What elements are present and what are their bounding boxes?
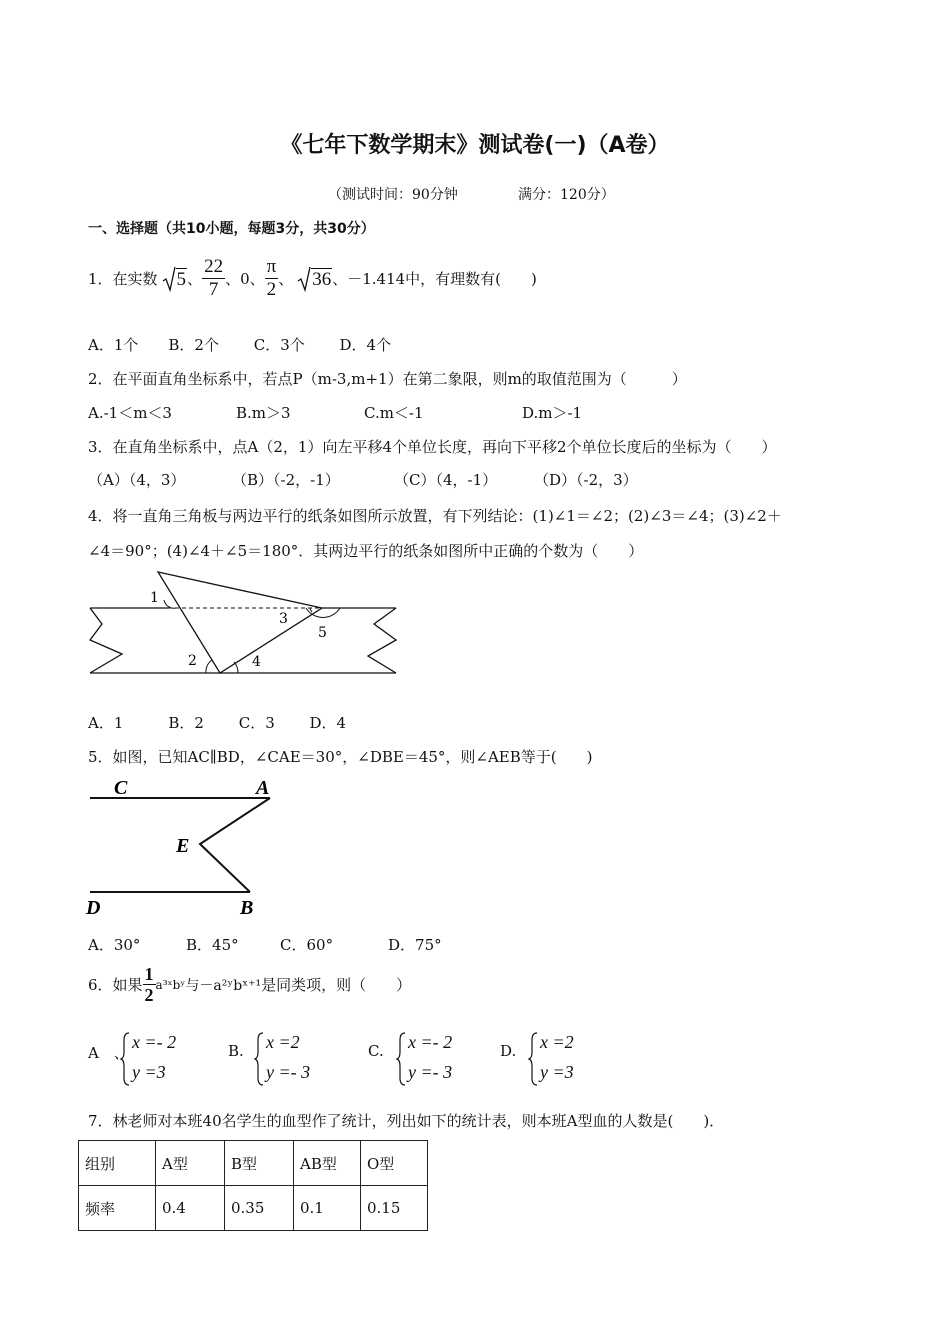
q6-term1: a³ˣbʸ — [155, 977, 186, 992]
angle-label-4: 4 — [252, 654, 261, 670]
strip-right-tear — [368, 608, 396, 673]
angle-label-1: 1 — [150, 590, 159, 606]
table-row — [79, 1186, 428, 1231]
question-4-line1: 4．将一直角三角板与两边平行的纸条如图所示放置，有下列结论：(1)∠1＝∠2；(2)∠3＝∠4；(3)∠2＋ — [88, 507, 782, 525]
q6-option-c-system: x =- 2 y =- 3 — [396, 1032, 476, 1086]
q2-option-c: C.m＜-1 — [364, 404, 424, 422]
q6-option-b-system: x =2 y =- 3 — [254, 1032, 334, 1086]
brace-icon — [254, 1032, 264, 1086]
q6-option-d-system: x =2 y =3 — [528, 1032, 608, 1086]
table-cell: 0.35 — [225, 1186, 294, 1231]
question-2: 2．在平面直角坐标系中，若点P（m-3,m+1）在第二象限，则m的取值范围为（ ） — [88, 370, 687, 388]
q3-option-b: （B）（-2，-1） — [232, 471, 340, 489]
test-score: 满分：120分） — [518, 187, 615, 203]
question-4-line2: ∠4＝90°；(4)∠4＋∠5＝180°．其两边平行的纸条如图所中正确的个数为（ ） — [88, 542, 644, 560]
q5-option-a: A．30° — [88, 936, 141, 954]
q6-option-a-system: x =- 2 y =3 — [120, 1032, 200, 1086]
q5-option-c: C．60° — [280, 936, 334, 954]
q3-option-c: （C）（4，-1） — [394, 471, 498, 489]
fraction-pi-2: $\frac{\pi}{2}$ — [266, 256, 277, 300]
q4-options: A．1 B．2 C．3 D．4 — [88, 714, 347, 732]
brace-icon — [396, 1032, 406, 1086]
page-title: 《七年下数学期末》测试卷(一)（A卷） — [280, 133, 670, 158]
table-header-cell: A型 — [156, 1141, 225, 1186]
radical-icon — [162, 266, 176, 292]
q6-prefix: 6．如果 — [88, 976, 143, 994]
strip-left-tear — [90, 608, 122, 673]
table-cell: 0.15 — [361, 1186, 428, 1231]
question-3: 3．在直角坐标系中，点A（2，1）向左平移4个单位长度，再向下平移2个单位长度后的坐标为（ ） — [88, 438, 777, 456]
radical-icon — [297, 266, 311, 292]
point-label-d: D — [86, 897, 101, 919]
angle-label-3: 3 — [279, 611, 288, 627]
q6-option-a-label: A 、 — [88, 1044, 129, 1062]
q6-term2: 与－a²ʸbˣ⁺¹ — [185, 977, 262, 994]
table-cell: 频率 — [79, 1186, 156, 1231]
triangle-strip-figure — [86, 568, 406, 680]
section-heading: 一、选择题（共10小题，每题3分，共30分） — [88, 221, 375, 237]
q6-option-b-label: B. — [228, 1042, 244, 1060]
sqrt-5: 5 — [162, 266, 188, 292]
q2-option-d: D.m＞-1 — [522, 404, 583, 422]
question-1 — [88, 256, 537, 301]
q3-option-d: （D）（-2，3） — [534, 471, 638, 489]
table-header-cell: AB型 — [294, 1141, 361, 1186]
table-cell: 0.4 — [156, 1186, 225, 1231]
table-header-row — [79, 1141, 428, 1186]
q1-prefix: 1．在实数 — [88, 270, 158, 288]
q5-option-b: B．45° — [186, 936, 239, 954]
sqrt-36: 36 — [297, 266, 332, 292]
angle-label-5: 5 — [318, 625, 327, 641]
point-label-b: B — [240, 897, 254, 919]
q6-suffix: 是同类项，则（ ） — [261, 976, 412, 994]
q6-option-d-label: D. — [500, 1042, 517, 1060]
q5-option-d: D．75° — [388, 936, 442, 954]
angle-5-arc — [306, 608, 340, 617]
table-cell: 0.1 — [294, 1186, 361, 1231]
point-label-a: A — [256, 777, 270, 799]
angle-2-arc — [206, 660, 212, 673]
point-label-e: E — [176, 835, 190, 857]
q1-suffix: 、－1.414中，有理数有( ) — [332, 270, 537, 288]
q1-sep2: 、 — [278, 270, 294, 288]
brace-icon — [528, 1032, 538, 1086]
q1-sep1: 、 — [187, 270, 203, 288]
table-header-cell: 组别 — [79, 1141, 156, 1186]
q3-option-a: （A）（4，3） — [88, 471, 186, 489]
question-6 — [88, 964, 411, 1005]
q6-option-c-label: C. — [368, 1042, 384, 1060]
parallel-lines-figure — [84, 772, 284, 922]
point-label-c: C — [114, 777, 128, 799]
blood-type-table — [78, 1140, 428, 1231]
fraction-22-7: $\frac{22}{7}$ — [204, 256, 224, 300]
q2-option-b: B.m＞3 — [236, 404, 291, 422]
q2-option-a: A.-1＜m＜3 — [88, 404, 172, 422]
test-time: （测试时间：90分钟 — [328, 187, 458, 203]
q1-options: A．1个 B．2个 C．3个 D．4个 — [88, 336, 392, 354]
question-7: 7．林老师对本班40名学生的血型作了统计，列出如下的统计表，则本班A型血的人数是( )． — [88, 1112, 725, 1130]
fraction-1-2: $\frac{1}{2}$ — [144, 964, 154, 1005]
set-square-triangle — [158, 572, 322, 673]
brace-icon — [120, 1032, 130, 1086]
angle-label-2: 2 — [188, 653, 197, 669]
table-header-cell: B型 — [225, 1141, 294, 1186]
q1-mid: 、0、 — [225, 270, 265, 288]
question-5: 5．如图，已知AC∥BD，∠CAE＝30°，∠DBE＝45°，则∠AEB等于( ) — [88, 748, 593, 766]
polyline-aeb — [200, 798, 270, 892]
table-header-cell: O型 — [361, 1141, 428, 1186]
